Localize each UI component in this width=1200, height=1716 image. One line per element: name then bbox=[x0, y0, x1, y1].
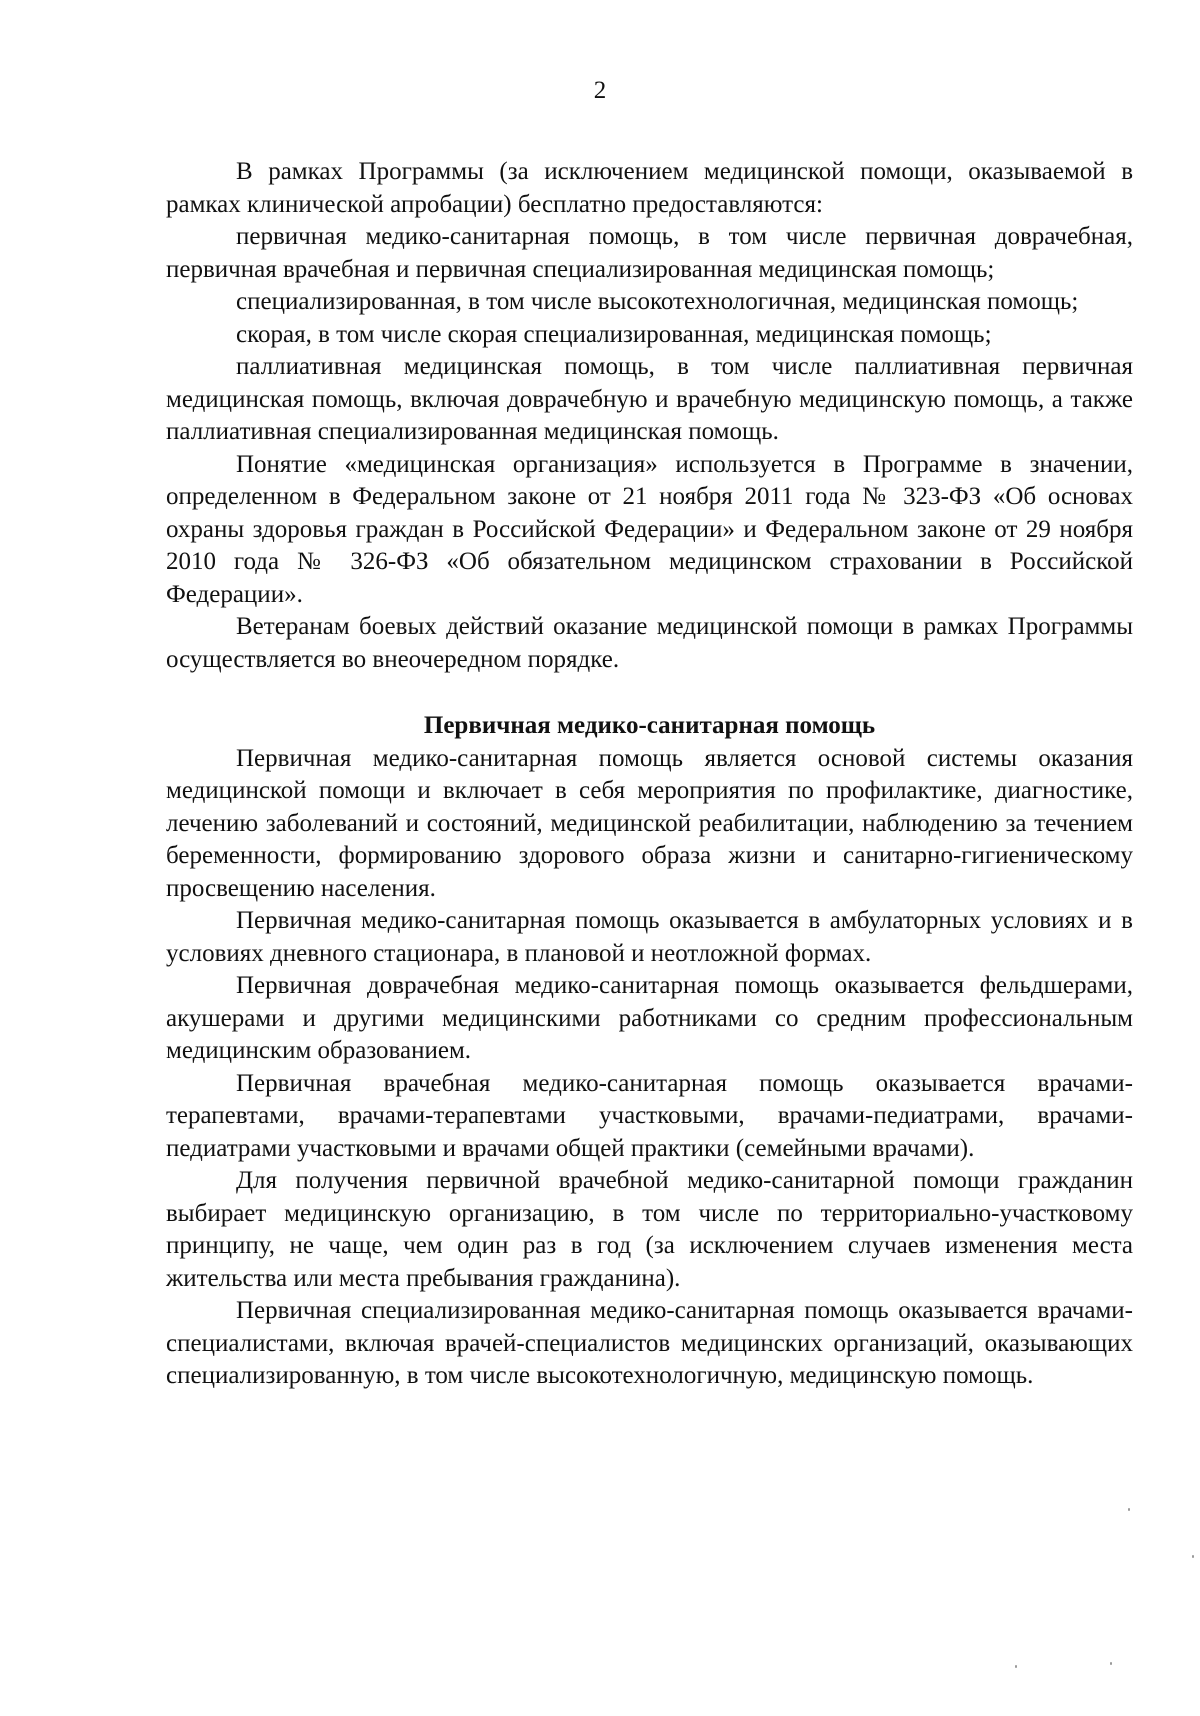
page-number: 2 bbox=[593, 77, 607, 104]
section-paragraph-4: Первичная врачебная медико-санитарная помощь оказывается врачами-терапевтами, врачами-терапевтами участковыми, врачами-педиатрами, врачами-педиатрами участковыми и врачами общей практики (семейными врачами). bbox=[166, 1069, 1133, 1162]
intro-paragraph-5: паллиативная медицинская помощь, в том числе паллиативная первичная медицинская помощь, включая доврачебную и врачебную медицинскую помощь, а также паллиативная специализированная медицинская помощь. bbox=[166, 353, 1133, 445]
intro-paragraph-3: специализированная, в том числе высокотехнологичная, медицинская помощь; bbox=[236, 288, 1079, 315]
scan-speck bbox=[1192, 1555, 1194, 1558]
scan-speck bbox=[1110, 1662, 1112, 1665]
section-paragraph-6: Первичная специализированная медико-санитарная помощь оказывается врачами-специалистами, включая врачей-специалистов медицинских организаций, оказывающих специализированную, в том числе высокотехнологичную, медицинскую помощь. bbox=[166, 1297, 1133, 1389]
section-paragraph-2: Первичная медико-санитарная помощь оказывается в амбулаторных условиях и в условиях дневного стационара, в плановой и неотложной формах. bbox=[166, 907, 1133, 967]
intro-paragraph-7: Ветеранам боевых действий оказание медицинской помощи в рамках Программы осуществляется во внеочередном порядке. bbox=[166, 613, 1133, 673]
section-paragraph-5: Для получения первичной врачебной медико-санитарной помощи гражданин выбирает медицинскую организацию, в том числе по территориально-участковому принципу, не чаще, чем один раз в год (за исключением случаев изменения места жительства или места пребывания гражданина). bbox=[166, 1167, 1133, 1292]
intro-paragraph-2: первичная медико-санитарная помощь, в том числе первичная доврачебная, первичная врачебная и первичная специализированная медицинская помощь; bbox=[166, 223, 1133, 283]
section-paragraph-3: Первичная доврачебная медико-санитарная помощь оказывается фельдшерами, акушерами и другими медицинскими работниками со средним профессиональным медицинским образованием. bbox=[166, 972, 1133, 1064]
scan-speck bbox=[1128, 1508, 1130, 1511]
intro-paragraph-1: В рамках Программы (за исключением медицинской помощи, оказываемой в рамках клинической апробации) бесплатно предоставляются: bbox=[166, 158, 1133, 218]
page-body bbox=[166, 156, 1133, 1393]
scan-speck bbox=[1015, 1665, 1017, 1668]
section-paragraph-1: Первичная медико-санитарная помощь является основой системы оказания медицинской помощи и включает в себя мероприятия по профилактике, диагностике, лечению заболеваний и состояний, медицинской реабилитации, наблюдению за течением беременности, формированию здорового образа жизни и санитарно-гигиеническому просвещению населения. bbox=[166, 744, 1133, 902]
section-heading: Первичная медико-санитарная помощь bbox=[423, 712, 876, 739]
intro-paragraph-4: скорая, в том числе скорая специализированная, медицинская помощь; bbox=[236, 320, 992, 348]
intro-paragraph-6: Понятие «медицинская организация» используется в Программе в значении, определенном в Федеральном законе от 21 ноября 2011 года № 323-ФЗ «Об основах охраны здоровья граждан в Российской Федерации» и Федеральном законе от 29 ноября 2010 года № 326-ФЗ «Об обязательном медицинском страховании в Российской Федерации». bbox=[166, 450, 1133, 608]
